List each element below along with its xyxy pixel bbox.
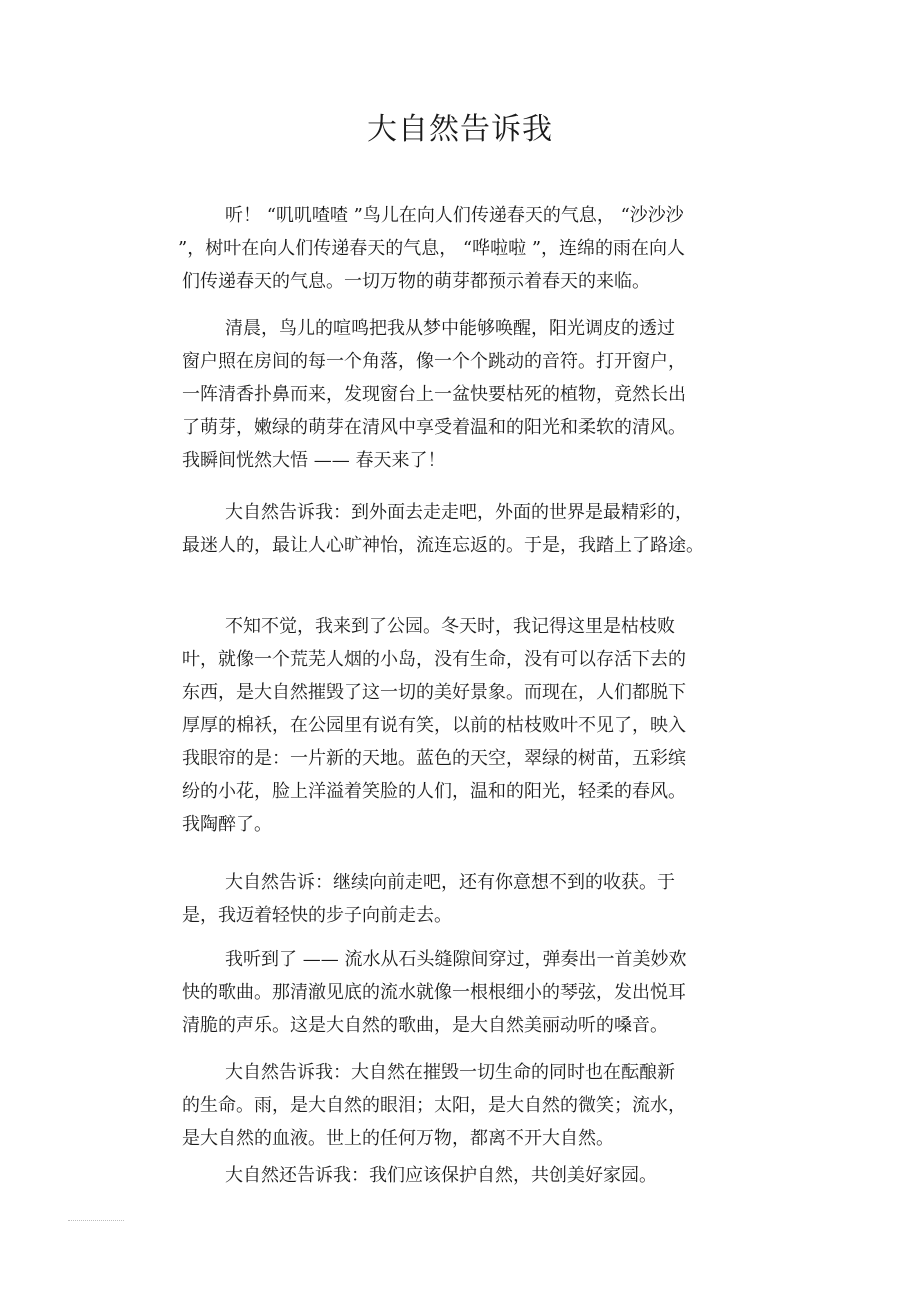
- paragraph-line: 大自然还告诉我：我们应该保护自然，共创美好家园。: [225, 1165, 657, 1186]
- paragraph-line: 我听到了 —— 流水从石头缝隙间穿过，弹奏出一首美妙欢: [225, 949, 687, 970]
- paragraph-line: 最迷人的，最让人心旷神怡，流连忘返的。于是，我踏上了路途。: [182, 535, 704, 556]
- paragraph-line: 大自然告诉我：到外面去走走吧，外面的世界是最精彩的，: [225, 502, 693, 523]
- paragraph-line: 纷的小花，脸上洋溢着笑脸的人们，温和的阳光，轻柔的春风。: [182, 781, 686, 802]
- paragraph-line: 快的歌曲。那清澈见底的流水就像一根根细小的琴弦，发出悦耳: [182, 982, 686, 1003]
- paragraph-line: 一阵清香扑鼻而来，发现窗台上一盆快要枯死的植物，竟然长出: [182, 384, 686, 405]
- paragraph-line: 们传递春天的气息。一切万物的萌芽都预示着春天的来临。: [182, 271, 650, 292]
- paragraph-line: 不知不觉，我来到了公园。冬天时，我记得这里是枯枝败: [225, 616, 675, 637]
- paragraph-line: 厚厚的棉袄，在公园里有说有笑，以前的枯枝败叶不见了，映入: [182, 715, 686, 736]
- paragraph-2: [182, 312, 686, 477]
- paragraph-line: 是，我迈着轻快的步子向前走去。: [182, 905, 452, 926]
- paragraph-3: [182, 496, 704, 562]
- paragraph-line: 大自然告诉：继续向前走吧，还有你意想不到的收获。于: [225, 872, 675, 893]
- paragraph-line: 我眼帘的是：一片新的天地。蓝色的天空，翠绿的树苗，五彩缤: [182, 748, 686, 769]
- paragraph-6: [182, 943, 686, 1042]
- paragraph-line: 窗户照在房间的每一个角落，像一个个跳动的音符。打开窗户，: [182, 351, 686, 372]
- paragraph-4: [182, 610, 686, 841]
- document-title: 大自然告诉我: [367, 112, 553, 147]
- paragraph-line: 大自然告诉我：大自然在摧毁一切生命的同时也在酝酿新: [225, 1062, 675, 1083]
- paragraph-line: ”，树叶在向人们传递春天的气息， “哗啦啦 ”，连绵的雨在向人: [178, 238, 686, 259]
- paragraph-line: 是大自然的血液。世上的任何万物，都离不开大自然。: [182, 1128, 614, 1149]
- paragraph-line: 了萌芽，嫩绿的萌芽在清风中享受着温和的阳光和柔软的清风。: [182, 417, 686, 438]
- footer-divider: [68, 1220, 124, 1221]
- paragraph-8: [182, 1159, 657, 1192]
- paragraph-line: 叶，就像一个荒芜人烟的小岛，没有生命，没有可以存活下去的: [182, 649, 686, 670]
- paragraph-7: [182, 1056, 686, 1155]
- paragraph-line: 的生命。雨，是大自然的眼泪；太阳，是大自然的微笑；流水，: [182, 1095, 686, 1116]
- paragraph-line: 清晨，鸟儿的喧鸣把我从梦中能够唤醒，阳光调皮的透过: [225, 318, 675, 339]
- paragraph-line: 我瞬间恍然大悟 —— 春天来了！: [182, 450, 446, 471]
- paragraph-line: 听！ “叽叽喳喳 ”鸟儿在向人们传递春天的气息， “沙沙沙: [225, 205, 684, 226]
- paragraph-line: 我陶醉了。: [182, 814, 272, 835]
- paragraph-line: 清脆的声乐。这是大自然的歌曲，是大自然美丽动听的嗓音。: [182, 1015, 668, 1036]
- paragraph-1: [178, 199, 686, 298]
- paragraph-line: 东西，是大自然摧毁了这一切的美好景象。而现在，人们都脱下: [182, 682, 686, 703]
- paragraph-5: [182, 866, 675, 932]
